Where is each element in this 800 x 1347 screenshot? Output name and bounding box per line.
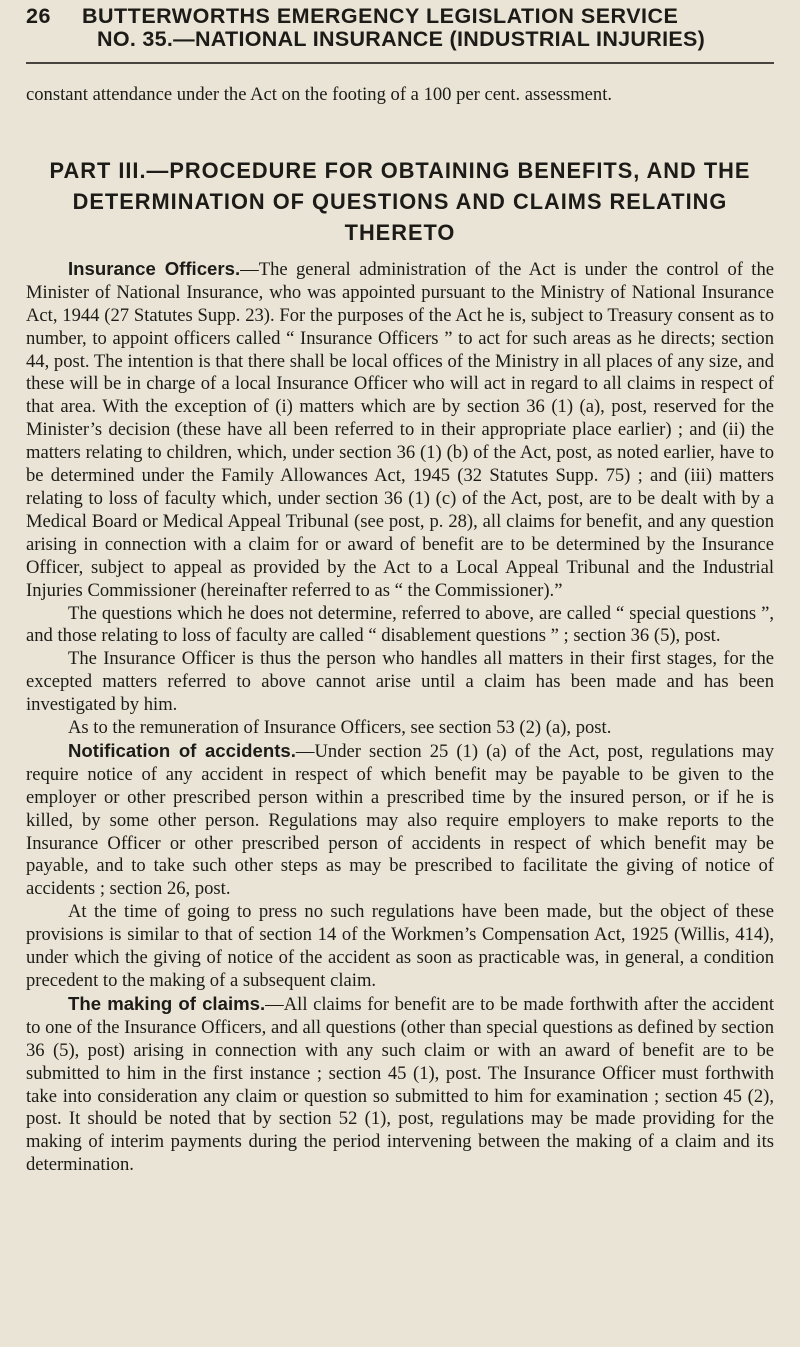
paragraph-sidehead: Notification of accidents.	[68, 739, 296, 761]
paragraph-sidehead: Insurance Officers.	[68, 257, 241, 279]
header-rule	[26, 62, 774, 64]
paragraph-remuneration	[26, 717, 774, 740]
paragraph-insurance-officers	[26, 258, 774, 603]
paragraph-text: The questions which he does not determine, referred to above, are called “ special questions ”, and those relating to loss of faculty are called “ disablement questions ” ; section 36 (5), post.	[26, 602, 774, 647]
paragraph-text: —The general administration of the Act is under the control of the Minister of National Insurance, who was appointed pursuant to the Ministry of National Insurance Act, 1944 (27 Statutes Supp. 23). For the purposes of the Act he is, subject to Treasury consent as to number, to appoint officers called “ Insurance Officers ” to act for such areas as he directs; section 44, post. The intention is that there shall be local offices of the Ministry in all places of any size, and these will be in charge of a local Insurance Officer who will act in regard to all claims in respect of that area. With the exception of (i) matters which are by section 36 (1) (a), post, reserved for the Minister’s decision (these have all been referred to in their appropriate place earlier) ; and (ii) the matters relating to children, which, under section 36 (1) (b) of the Act, post, as noted earlier, have to be determined under the Family Allowances Act, 1945 (32 Statutes Supp. 75) ; and (iii) matters relating to loss of faculty which, under section 36 (1) (c) of the Act, post, are to be dealt with by a Medical Board or Medical Appeal Tribunal (see post, p. 28), all claims for benefit, and any question arising in connection with a claim for or award of benefit are to be determined by the Insurance Officer, subject to appeal as provided by the Act to a Local Appeal Tribunal and the Industrial Injuries Commissioner (hereinafter referred to as “ the Commissioner).”	[26, 258, 774, 601]
publication-title: BUTTERWORTHS EMERGENCY LEGISLATION SERVICE	[82, 4, 679, 28]
paragraph-special-questions	[26, 603, 774, 649]
paragraph-text: The Insurance Officer is thus the person who handles all matters in their first stages, for the excepted matters referred to above cannot arise until a claim has been made and has been investigated by him.	[26, 648, 774, 716]
body-paragraphs	[26, 258, 774, 1177]
paragraph-first-stages	[26, 648, 774, 717]
paragraph-text: At the time of going to press no such regulations have been made, but the object of these provisions is similar to that of section 14 of the Workmen’s Compensation Act, 1925 (Willis, 414), under which the giving of notice of the accident as soon as practicable was, in general, a condition precedent to the making of a subsequent claim.	[26, 901, 774, 991]
chapter-title: NO. 35.—NATIONAL INSURANCE (INDUSTRIAL INJURIES)	[97, 27, 706, 51]
paragraph-text: As to the remuneration of Insurance Officers, see section 53 (2) (a), post.	[68, 717, 612, 739]
page-number: 26	[26, 4, 51, 28]
paragraph-making-of-claims	[26, 993, 774, 1177]
paragraph-text: —All claims for benefit are to be made forthwith after the accident to one of the Insurance Officers, and all questions (other than special questions as defined by section 36 (5), post) arising in connection with any such claim or with an award of benefit are to be submitted to him in the first instance ; section 45 (1), post. The Insurance Officer must forthwith take into consideration any claim or question so submitted to him for examination ; section 45 (2), post. It should be noted that by section 52 (1), post, regulations may be made providing for the making of interim payments during the period intervening between the making of a claim and its determination.	[26, 993, 774, 1176]
continuation-text: constant attendance under the Act on the footing of a 100 per cent. assessment.	[26, 84, 613, 105]
paragraph-sidehead: The making of claims.	[68, 992, 266, 1014]
part-heading: PART III.—PROCEDURE FOR OBTAINING BENEFITS, AND THE DETERMINATION OF QUESTIONS AND CLAIMS RELATING THERETO	[49, 157, 751, 245]
paragraph-notification-of-accidents	[26, 740, 774, 901]
running-head	[26, 4, 774, 29]
paragraph-text: —Under section 25 (1) (a) of the Act, post, regulations may require notice of any accident in respect of which benefit may be payable to be given to the employer or other prescribed person within a prescribed time by the insured person, or if he is killed, by some other person. Regulations may also require employers to make reports to the Insurance Officer or other prescribed person of accidents in respect of which benefit may be payable, and to take such other steps as may be prescribed to facilitate the giving of notice of accidents ; section 26, post.	[26, 740, 774, 900]
paragraph-press-note	[26, 901, 774, 993]
